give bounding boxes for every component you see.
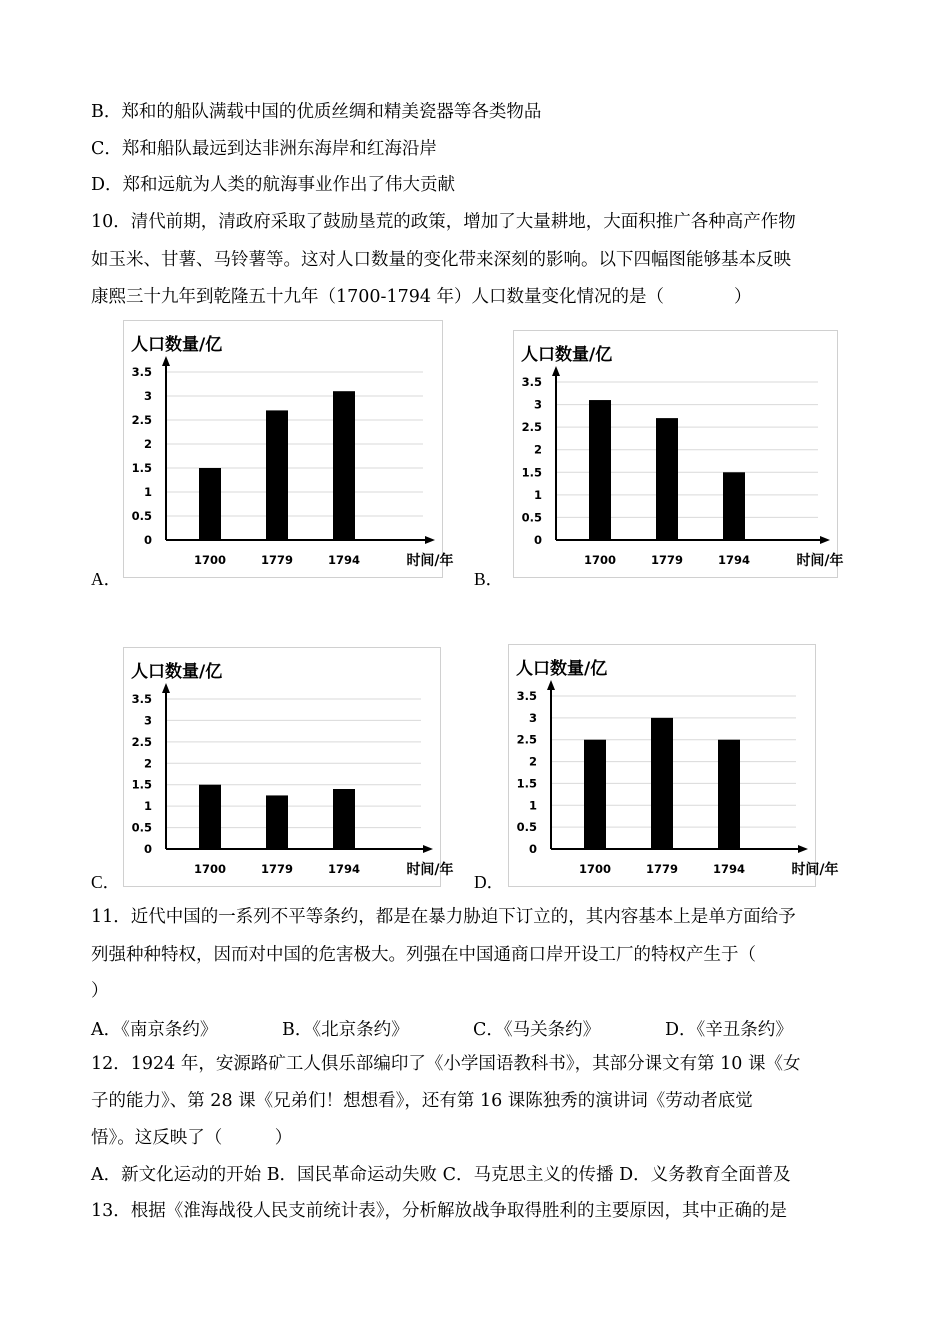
chart-a-label: A． xyxy=(91,569,122,589)
bar-1794 xyxy=(723,472,745,540)
x-tick-label: 1779 xyxy=(650,553,684,567)
bar-1700 xyxy=(589,400,611,540)
y-tick-label: 0.5 xyxy=(516,820,537,835)
bar-1794 xyxy=(333,789,355,849)
chart-frame xyxy=(124,648,441,887)
x-tick-label: 1794 xyxy=(717,553,751,567)
q12-stem-line-1: 12．1924 年，安源路矿工人俱乐部编印了《小学国语教科书》，其部分课文有第 10 课《女 xyxy=(91,1054,801,1074)
chart-option-d xyxy=(508,644,839,887)
chart-title: 人口数量/亿 xyxy=(521,345,613,365)
x-tick-label: 1794 xyxy=(327,862,361,876)
y-tick-label: 1 xyxy=(143,485,152,499)
chart-title: 人口数量/亿 xyxy=(131,335,223,355)
y-tick-label: 0 xyxy=(533,533,542,547)
q9-option-d: D．郑和远航为人类的航海事业作出了伟大贡献 xyxy=(91,175,456,195)
x-tick-label: 1779 xyxy=(260,553,294,567)
y-tick-label: 1 xyxy=(143,799,152,814)
q12-options: A．新文化运动的开始 B．国民革命运动失败 C．马克思主义的传播 D．义务教育全面普及 xyxy=(91,1165,791,1185)
y-tick-label: 1.5 xyxy=(516,776,537,791)
q9-option-b: B．郑和的船队满载中国的优质丝绸和精美瓷器等各类物品 xyxy=(91,102,542,122)
bar-1779 xyxy=(266,795,288,849)
bar-1779 xyxy=(656,418,678,540)
y-tick-label: 2.5 xyxy=(516,732,537,747)
q12-stem-line-3: 悟》。这反映了（ ） xyxy=(91,1128,293,1148)
y-tick-label: 1 xyxy=(528,798,537,813)
q11-option-b: B．《北京条约》 xyxy=(282,1020,409,1040)
x-tick-label: 1794 xyxy=(712,862,746,876)
x-axis-label: 时间/年 xyxy=(791,862,839,878)
y-tick-label: 0.5 xyxy=(521,510,542,525)
q11-stem-line-3: ） xyxy=(91,981,109,1001)
y-tick-label: 2 xyxy=(533,442,542,457)
x-axis-label: 时间/年 xyxy=(406,553,454,569)
q10-stem-line-2: 如玉米、甘薯、马铃薯等。这对人口数量的变化带来深刻的影响。以下四幅图能够基本反映 xyxy=(91,250,791,270)
chart-a-svg xyxy=(123,320,454,578)
y-tick-label: 1 xyxy=(533,487,542,502)
y-tick-label: 3 xyxy=(143,389,152,403)
y-tick-label: 1.5 xyxy=(521,465,542,480)
y-tick-label: 0 xyxy=(528,842,537,856)
chart-d-label: D． xyxy=(474,872,505,892)
y-tick-label: 3.5 xyxy=(516,689,537,703)
x-axis-label: 时间/年 xyxy=(406,862,454,878)
y-tick-label: 2 xyxy=(528,754,537,769)
y-tick-label: 2 xyxy=(143,756,152,771)
bar-1700 xyxy=(199,468,221,540)
chart-option-a xyxy=(123,320,454,578)
chart-option-b xyxy=(513,330,844,578)
y-tick-label: 1.5 xyxy=(131,777,152,792)
x-tick-label: 1779 xyxy=(645,862,679,876)
chart-b-svg xyxy=(513,330,844,578)
y-tick-label: 3.5 xyxy=(131,365,152,379)
y-tick-label: 3.5 xyxy=(131,692,152,706)
y-tick-label: 2.5 xyxy=(131,734,152,749)
bar-1779 xyxy=(651,718,673,849)
x-tick-label: 1700 xyxy=(578,862,612,876)
x-tick-label: 1700 xyxy=(193,862,227,876)
q11-option-d: D．《辛丑条约》 xyxy=(665,1020,793,1040)
y-tick-label: 3 xyxy=(143,713,152,728)
chart-title: 人口数量/亿 xyxy=(131,662,223,682)
chart-d-svg xyxy=(508,644,839,887)
y-tick-label: 0.5 xyxy=(131,509,152,523)
q10-stem-line-1: 10．清代前期，清政府采取了鼓励垦荒的政策，增加了大量耕地，大面积推广各种高产作物 xyxy=(91,212,796,232)
y-tick-label: 2.5 xyxy=(521,420,542,435)
chart-b-label: B． xyxy=(474,569,504,589)
chart-c-label: C． xyxy=(91,872,121,892)
x-axis-label: 时间/年 xyxy=(796,553,844,569)
q12-stem-line-2: 子的能力》、第 28 课《兄弟们！想想看》，还有第 16 课陈独秀的演讲词《劳动者底觉 xyxy=(91,1091,753,1111)
y-tick-label: 2.5 xyxy=(131,413,152,427)
x-tick-label: 1779 xyxy=(260,862,294,876)
bar-1700 xyxy=(199,785,221,849)
chart-title: 人口数量/亿 xyxy=(516,659,608,679)
bar-1700 xyxy=(584,740,606,849)
y-tick-label: 3.5 xyxy=(521,375,542,389)
y-tick-label: 3 xyxy=(528,710,537,725)
chart-c-svg xyxy=(123,647,454,887)
q11-stem-line-1: 11．近代中国的一系列不平等条约，都是在暴力胁迫下订立的，其内容基本上是单方面给予 xyxy=(91,907,796,927)
q13-stem-line-1: 13．根据《淮海战役人民支前统计表》，分析解放战争取得胜利的主要原因，其中正确的是 xyxy=(91,1201,788,1221)
x-tick-label: 1700 xyxy=(193,553,227,567)
bar-1794 xyxy=(333,391,355,540)
y-tick-label: 0 xyxy=(143,533,152,547)
y-tick-label: 2 xyxy=(143,437,152,451)
q11-stem-line-2: 列强种种特权，因而对中国的危害极大。列强在中国通商口岸开设工厂的特权产生于（ xyxy=(91,945,756,965)
q9-option-c: C．郑和船队最远到达非洲东海岸和红海沿岸 xyxy=(91,139,437,159)
x-tick-label: 1794 xyxy=(327,553,361,567)
chart-option-c xyxy=(123,647,454,887)
q11-option-c: C．《马关条约》 xyxy=(473,1020,601,1040)
y-tick-label: 1.5 xyxy=(131,461,152,475)
x-tick-label: 1700 xyxy=(583,553,617,567)
q11-option-a: A．《南京条约》 xyxy=(91,1020,218,1040)
q10-stem-line-3: 康熙三十九年到乾隆五十九年（1700-1794 年）人口数量变化情况的是（ ） xyxy=(91,287,752,307)
bar-1794 xyxy=(718,740,740,849)
y-tick-label: 0 xyxy=(143,842,152,856)
y-tick-label: 0.5 xyxy=(131,820,152,835)
bar-1779 xyxy=(266,410,288,540)
y-tick-label: 3 xyxy=(533,397,542,412)
